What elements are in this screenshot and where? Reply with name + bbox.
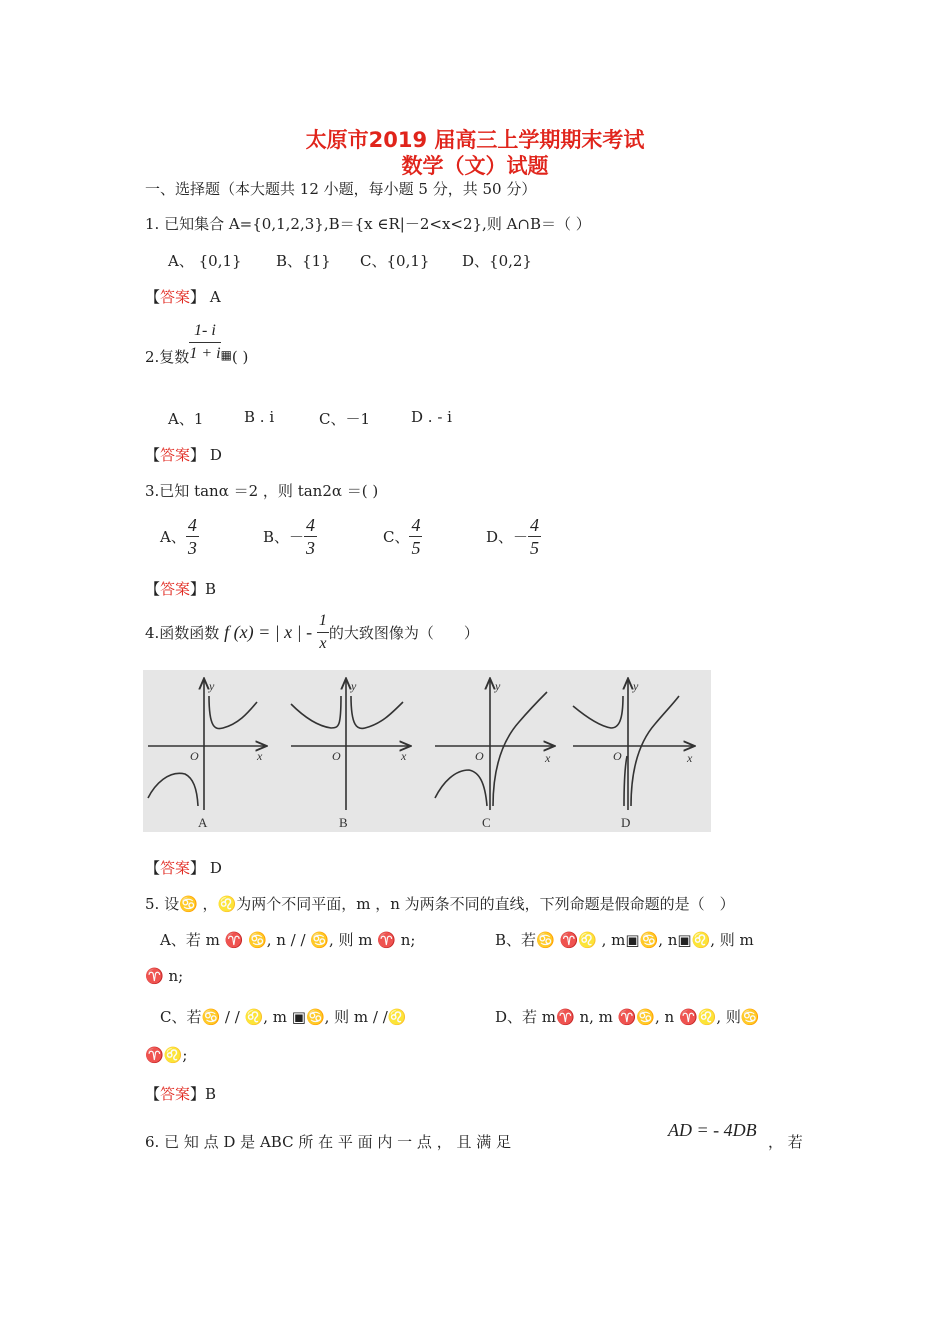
graph-b-x-label: x (401, 749, 407, 763)
graph-b-origin: O (332, 749, 341, 763)
q3-option-a: A、 $\frac{4}{3}$ (160, 515, 197, 558)
section-header: 一、选择题（本大题共 12 小题，每小题 5 分，共 50 分） (145, 180, 537, 198)
graph-a-label: A (198, 815, 208, 830)
q1-answer: 【答案】 A (145, 288, 221, 306)
q5-option-d-cont: ♈♌; (145, 1046, 188, 1064)
q1-option-a: A、 {0,1} (168, 252, 242, 270)
graph-b-y-label: y (351, 679, 357, 693)
q5-option-b: B、若♋ ♈♌ , m▣♋, n▣♌, 则 m (495, 931, 754, 949)
q6-vector-equation: AD = - 4DB (668, 1120, 757, 1140)
q5-option-c: C、若♋ / / ♌, m ▣♋, 则 m / /♌ (160, 1008, 407, 1026)
graph-c-y-label: y (495, 679, 501, 693)
q2-option-c: C、－1 (319, 410, 371, 428)
graph-c-origin: O (475, 749, 484, 763)
question-5-stem: 5. 设♋ ，♌为两个不同平面，m ，n 为两条不同的直线，下列命题是假命题的是（ ） (145, 895, 735, 913)
graph-c (435, 680, 553, 810)
q4-answer: 【答案】 D (145, 859, 222, 877)
question-4-stem: 4.函数函数 f (x) = | x | - $\frac{1}{x}$ 的大致图像为（ ） (145, 612, 479, 652)
graph-a-y-label: y (209, 679, 215, 693)
function-graphs-figure (143, 670, 711, 832)
question-3-stem: 3.已知 tanα ＝2 ，则 tan2α ＝( ) (145, 482, 379, 500)
question-2-stem: 2.复数 $\frac{1- i}{1 + i}$ $_▦$( ) (145, 322, 249, 366)
graph-c-x-label: x (545, 751, 551, 765)
q2-option-a: A、1 (168, 410, 204, 428)
graph-d (573, 680, 693, 810)
question-6-stem: 6. 已 知 点 D 是 ABC 所 在 平 面 内 一 点 ， 且 满 足 (145, 1133, 512, 1151)
q5-option-d: D、若 m♈ n, m ♈♋, n ♈♌, 则♋ (495, 1008, 760, 1026)
q2-option-d: D . - i (411, 408, 452, 426)
question-1-stem: 1. 已知集合 A={0,1,2,3},B＝{x ∈R|－2<x<2},则 A∩B＝（ ） (145, 215, 591, 233)
q5-answer: 【答案】B (145, 1085, 217, 1103)
q3-option-b: B、－ $\frac{4}{3}$ (263, 515, 316, 558)
graph-d-label: D (621, 815, 631, 830)
q1-option-c: C、{0,1} (360, 252, 430, 270)
q1-option-d: D、{0,2} (462, 252, 532, 270)
page-title: 太原市2019 届高三上学期期末考试 (305, 128, 645, 152)
q5-option-a: A、若 m ♈ ♋, n / / ♋, 则 m ♈ n; (160, 931, 416, 949)
q3-option-d: D、－ $\frac{4}{5}$ (486, 515, 540, 558)
graph-d-x-label: x (687, 751, 693, 765)
q3-answer: 【答案】B (145, 580, 217, 598)
graph-b (291, 680, 409, 810)
graph-d-y-label: y (633, 679, 639, 693)
graph-a (148, 680, 265, 810)
q2-option-b: B . i (244, 408, 275, 426)
graph-b-label: B (339, 815, 348, 830)
q2-fraction: $\frac{1- i}{1 + i}$ (189, 322, 221, 362)
graph-a-origin: O (190, 749, 199, 763)
graph-d-origin: O (613, 749, 622, 763)
page-subtitle: 数学（文）试题 (401, 154, 549, 178)
q5-option-b-cont: ♈ n; (145, 967, 184, 985)
q3-option-c: C、 $\frac{4}{5}$ (383, 515, 421, 558)
q2-answer: 【答案】 D (145, 446, 222, 464)
graph-c-label: C (482, 815, 491, 830)
graph-a-x-label: x (257, 749, 263, 763)
q6-tail: ， 若 (768, 1133, 803, 1151)
graphs-svg (143, 670, 711, 832)
q1-option-b: B、{1} (276, 252, 331, 270)
box-glyph-icon: ▦ (220, 347, 232, 362)
